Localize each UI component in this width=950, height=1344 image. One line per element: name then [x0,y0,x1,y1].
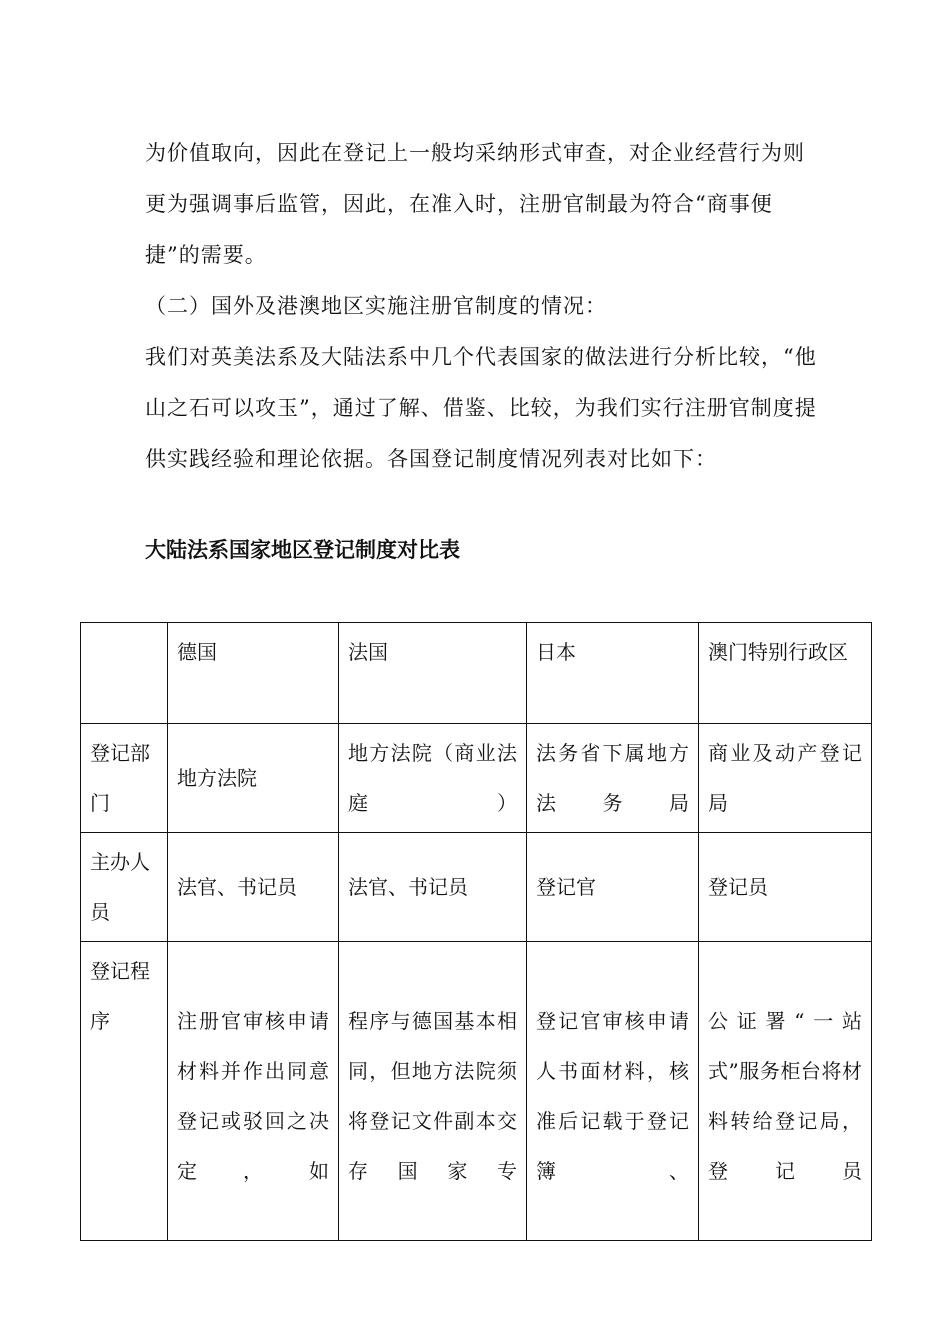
table-title: 大陆法系国家地区登记制度对比表 [145,538,460,562]
header-france: 法国 [339,623,527,724]
row-label-officers: 主办人员 [81,833,168,942]
header-macau: 澳门特别行政区 [699,623,872,724]
section-heading: （二）国外及港澳地区实施注册官制度的情况： [145,294,607,318]
table-row [81,833,872,942]
continuation-paragraph: 为价值取向，因此在登记上一般均采纳形式审查，对企业经营行为则更为强调事后监管，因此，在准入时，注册官制最为符合“商事便捷”的需要。 [145,141,805,267]
table-cell: 程序与德国基本相同，但地方法院须将登记文件副本交存国家专 [339,942,527,1241]
intro-paragraph: 我们对英美法系及大陆法系中几个代表国家的做法进行分析比较，“他山之石可以攻玉”，通过了解、借鉴、比较，为我们实行注册官制度提供实践经验和理论依据。各国登记制度情况列表对比如下： [145,345,817,471]
table-row [81,942,872,1241]
table-cell: 登记员 [699,833,872,942]
row-label-procedure: 登记程序 [81,942,168,1241]
table-row [81,724,872,833]
table-cell: 地方法院（商业法庭） [339,724,527,833]
comparison-table [80,622,872,1241]
table-cell: 法官、书记员 [168,833,339,942]
table-cell: 法官、书记员 [339,833,527,942]
table-cell: 登记官审核申请人书面材料，核准后记载于登记簿、 [527,942,699,1241]
table-cell: 法务省下属地方法务局 [527,724,699,833]
table-cell: 商业及动产登记局 [699,724,872,833]
table-cell: 地方法院 [168,724,339,833]
table-cell: 注册官审核申请材料并作出同意登记或驳回之决定，如 [168,942,339,1241]
header-germany: 德国 [168,623,339,724]
header-corner-cell [81,623,168,724]
table-header-row [81,623,872,724]
table-cell: 公证署“一站式”服务柜台将材料转给登记局，登记员 [699,942,872,1241]
header-japan: 日本 [527,623,699,724]
row-label-registration-dept: 登记部门 [81,724,168,833]
table-cell: 登记官 [527,833,699,942]
